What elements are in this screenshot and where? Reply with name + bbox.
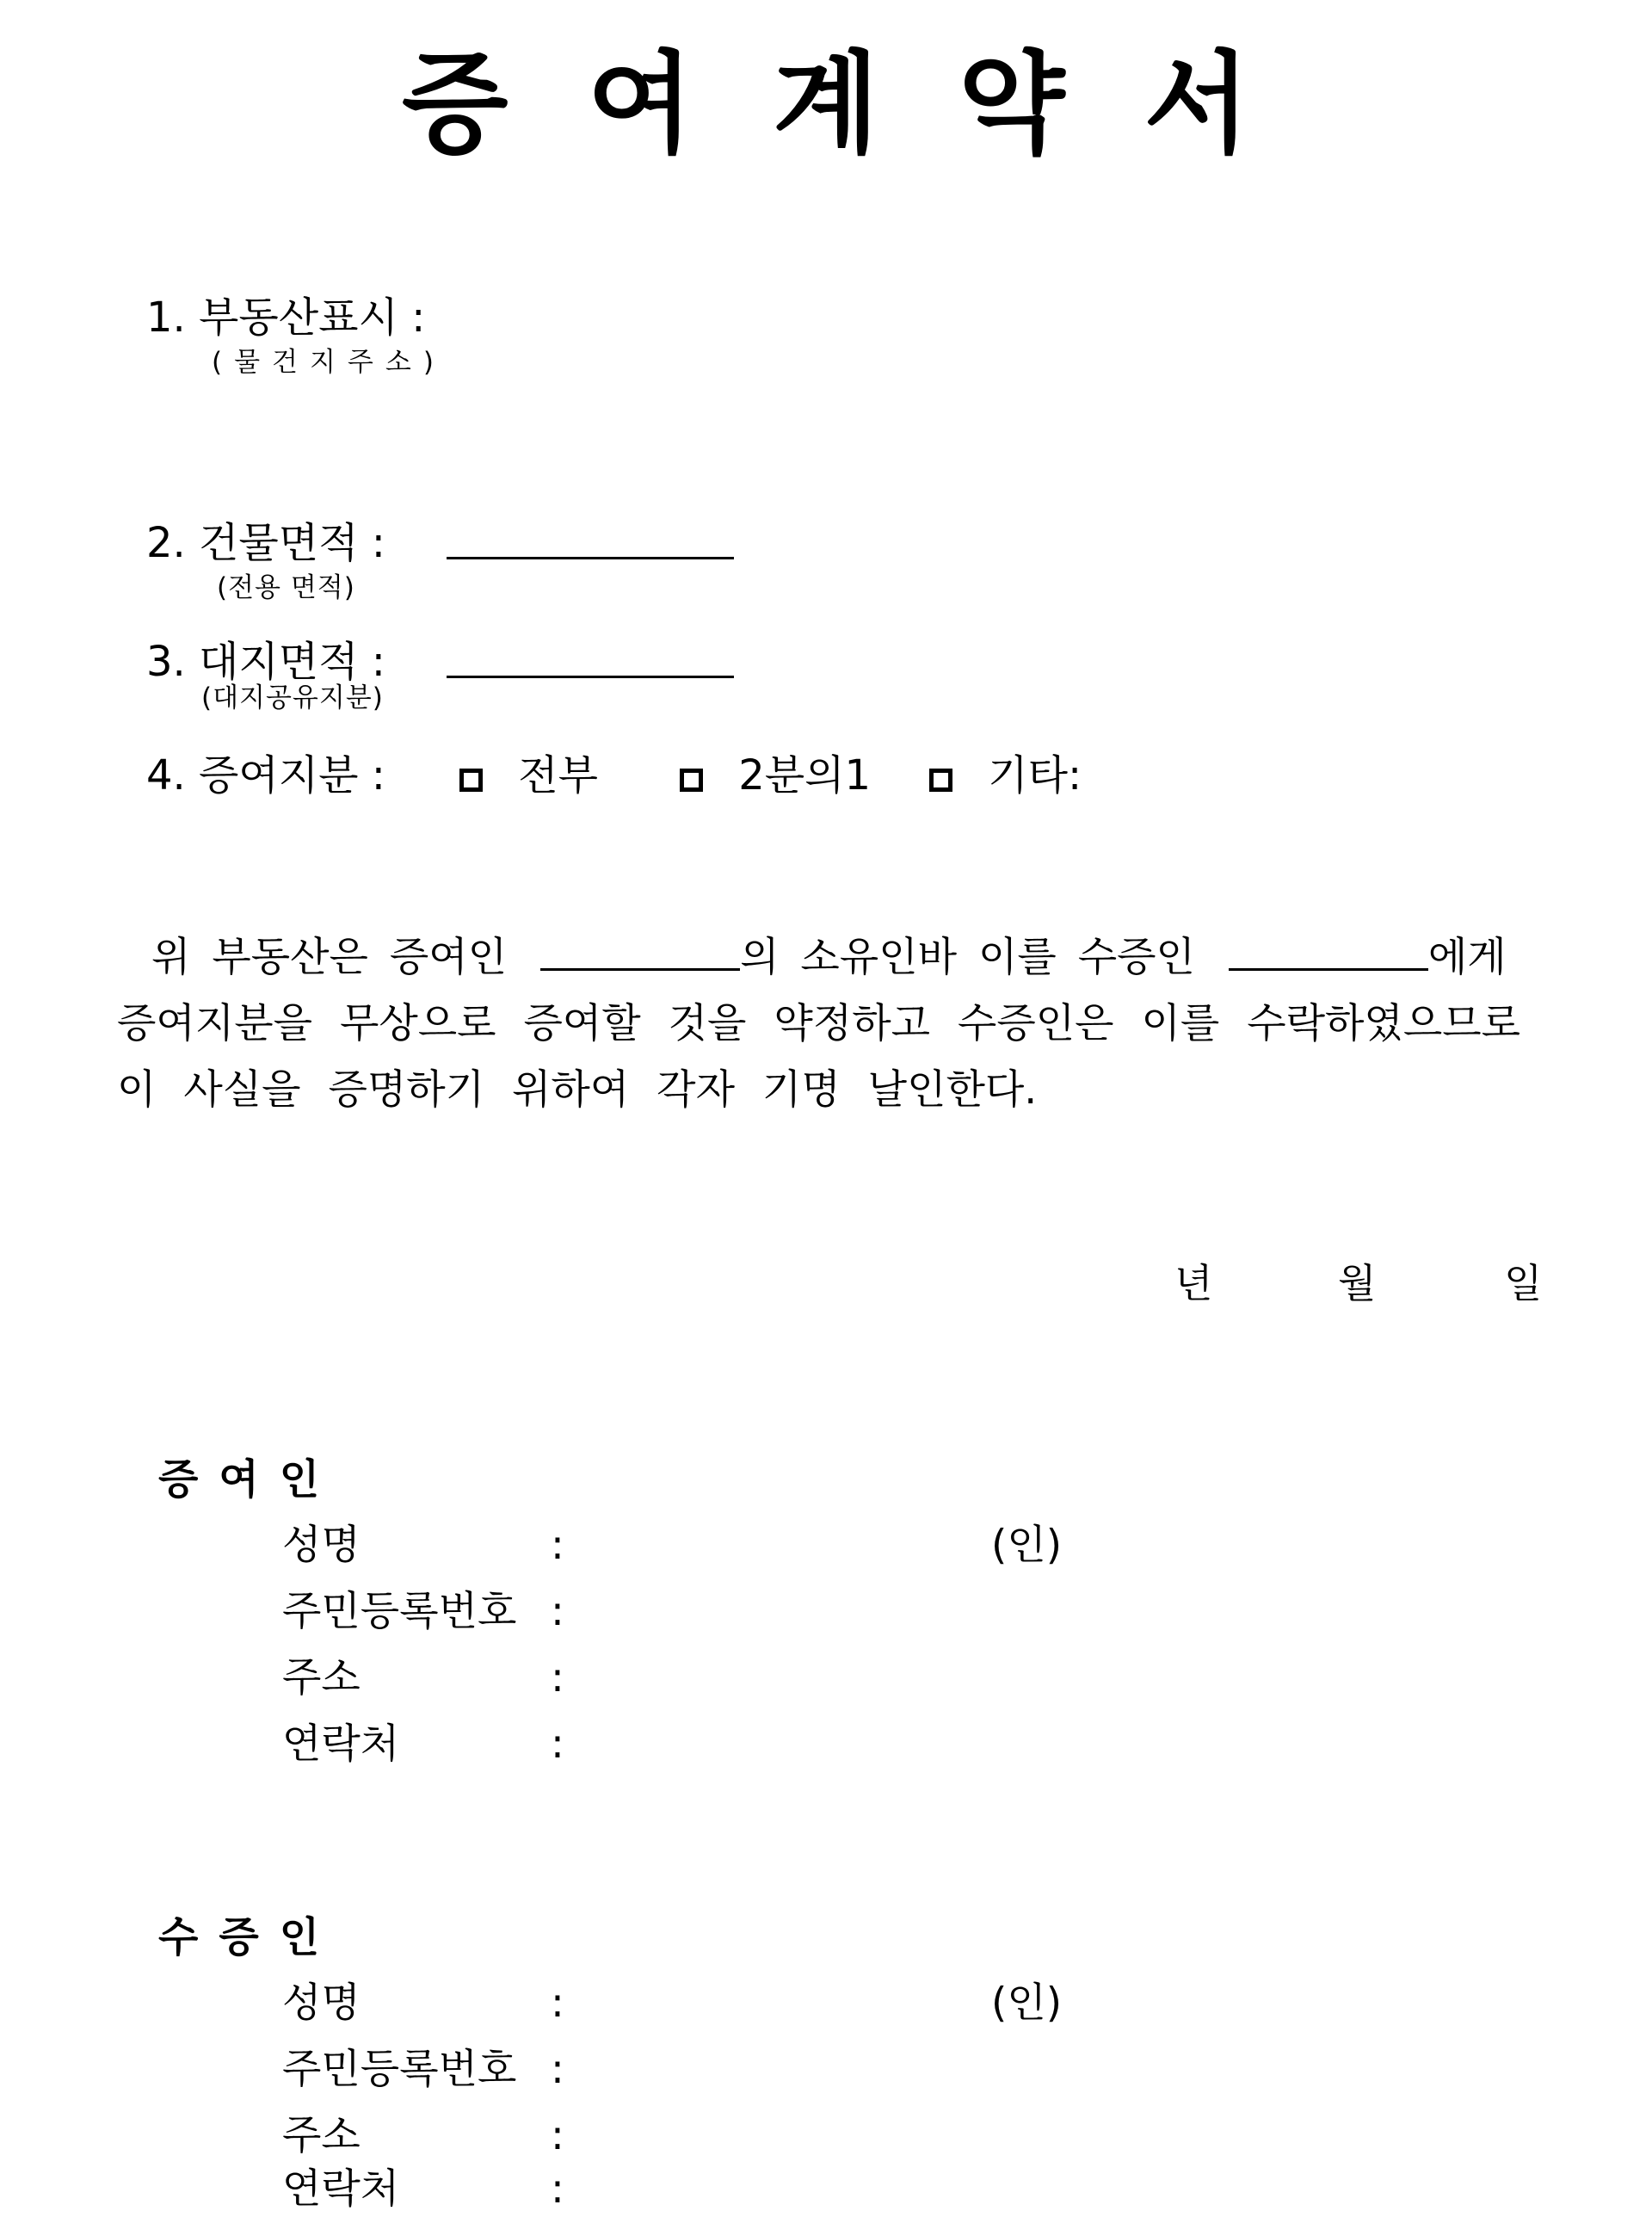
donor-name-colon: :	[551, 1522, 564, 1569]
donor-address-colon: :	[551, 1654, 564, 1701]
statement-line-2: 증여지분을 무상으로 증여할 것을 약정하고 수증인은 이를 수락하였으므로	[117, 1000, 1521, 1047]
share-option-other-label: 기타:	[988, 751, 1082, 800]
donor-rrn-label: 주민등록번호	[282, 1588, 517, 1635]
donee-contact-colon: :	[551, 2165, 564, 2213]
donee-contact-label: 연락처	[282, 2165, 400, 2213]
donee-contact-row	[282, 2157, 564, 2214]
share-option-other[interactable]	[929, 742, 1082, 801]
date-month-label: 월	[1338, 1260, 1377, 1306]
building-area-blank[interactable]	[447, 516, 734, 559]
donee-section-title: 수증인	[158, 1913, 341, 1961]
share-option-all-label: 전부	[518, 751, 599, 800]
building-area-sublabel: (전용 면적)	[217, 572, 355, 603]
donee-rrn-row	[282, 2037, 564, 2095]
donee-name-row	[282, 1971, 564, 2029]
donee-address-row	[282, 2103, 564, 2161]
date-day-label: 일	[1504, 1260, 1543, 1306]
property-label: 1. 부동산표시 :	[146, 293, 426, 342]
share-option-all[interactable]	[459, 742, 598, 801]
donee-address-label: 주소	[282, 2112, 361, 2159]
donor-address-row	[282, 1646, 564, 1703]
share-option-half[interactable]	[680, 742, 871, 801]
donor-rrn-row	[282, 1579, 564, 1637]
share-option-half-label: 2분의1	[738, 751, 872, 800]
donee-name-label: 성명	[282, 1979, 361, 2027]
statement-line-1c: 에게	[1427, 934, 1507, 981]
donee-address-colon: :	[551, 2112, 564, 2159]
donor-address-label: 주소	[282, 1654, 361, 1701]
document-title: 증여계약서	[401, 40, 1330, 169]
donor-section-title: 증여인	[158, 1455, 341, 1504]
land-area-blank[interactable]	[447, 635, 734, 678]
land-area-label: 3. 대지면적 :	[146, 638, 385, 686]
statement-line-1b: 의 소유인바 이를 수증인	[740, 934, 1195, 981]
donee-name-blank[interactable]	[1229, 934, 1428, 971]
land-area-sublabel: (대지공유지분)	[201, 682, 384, 713]
building-area-label: 2. 건물면적 :	[146, 519, 385, 567]
donee-name-colon: :	[551, 1979, 564, 2027]
checkbox-icon[interactable]	[680, 769, 703, 792]
donor-name-row	[282, 1513, 564, 1571]
donee-rrn-colon: :	[551, 2046, 564, 2093]
statement-line-3: 이 사실을 증명하기 위하여 각자 기명 날인한다.	[117, 1066, 1038, 1114]
donor-name-label: 성명	[282, 1522, 361, 1569]
donor-contact-row	[282, 1712, 564, 1769]
statement-line-1	[151, 925, 1507, 983]
checkbox-icon[interactable]	[459, 769, 483, 792]
donee-seal: (인)	[991, 1979, 1063, 2027]
donor-rrn-colon: :	[551, 1588, 564, 1635]
share-label: 4. 증여지분 :	[146, 751, 385, 800]
donee-rrn-label: 주민등록번호	[282, 2046, 517, 2093]
donor-seal: (인)	[991, 1522, 1063, 1569]
checkbox-icon[interactable]	[929, 769, 952, 792]
statement-line-1a: 위 부동산은 증여인	[151, 934, 508, 981]
donor-contact-label: 연락처	[282, 1720, 400, 1768]
property-sublabel: (물건지주소)	[212, 347, 446, 378]
donor-contact-colon: :	[551, 1720, 564, 1768]
statement-paragraph	[117, 925, 1545, 1132]
date-year-label: 년	[1174, 1260, 1213, 1306]
donor-name-blank[interactable]	[540, 934, 740, 971]
